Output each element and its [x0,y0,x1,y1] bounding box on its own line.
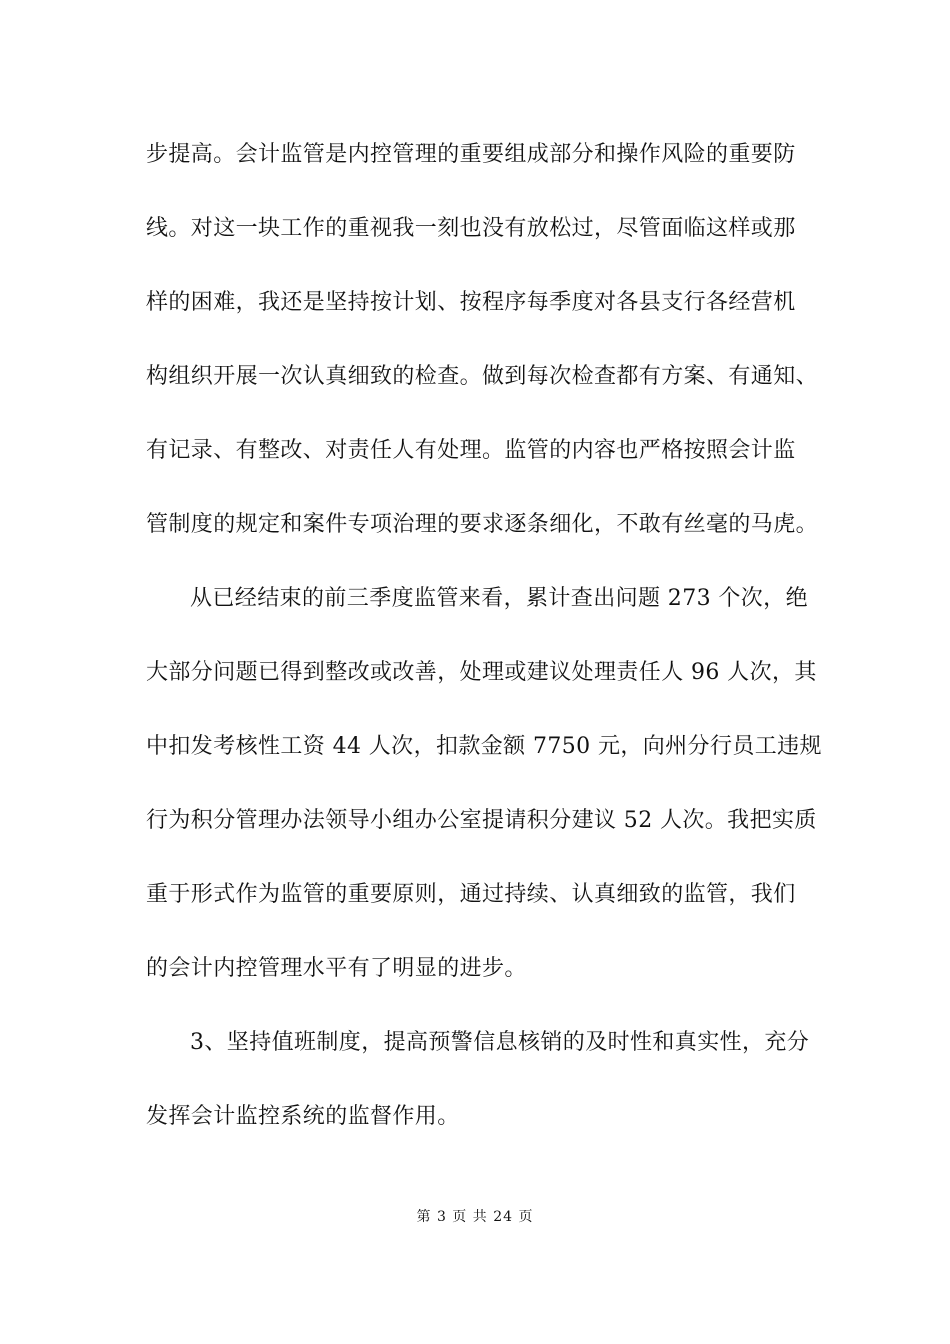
text-line: 从已经结束的前三季度监管来看，累计查出问题 273 个次，绝 [190,586,808,611]
text-line: 步提高。会计监管是内控管理的重要组成部分和操作风险的重要防 [146,142,796,167]
text-line: 有记录、有整改、对责任人有处理。监管的内容也严格按照会计监 [146,438,796,463]
text-line: 中扣发考核性工资 44 人次，扣款金额 7750 元，向州分行员工违规 [146,734,822,759]
text-line: 3、坚持值班制度，提高预警信息核销的及时性和真实性，充分 [190,1030,810,1055]
text-line: 线。对这一块工作的重视我一刻也没有放松过，尽管面临这样或那 [146,216,796,241]
text-line: 发挥会计监控系统的监督作用。 [146,1104,460,1129]
page-number: 第 3 页 共 24 页 [416,1209,534,1225]
text-line: 行为积分管理办法领导小组办公室提请积分建议 52 人次。我把实质 [146,808,817,833]
text-line: 构组织开展一次认真细致的检查。做到每次检查都有方案、有通知、 [146,364,819,389]
text-line: 样的困难，我还是坚持按计划、按程序每季度对各县支行各经营机 [146,290,796,315]
text-line: 管制度的规定和案件专项治理的要求逐条细化，不敢有丝毫的马虎。 [146,512,819,537]
text-line: 重于形式作为监管的重要原则，通过持续、认真细致的监管，我们 [146,882,796,907]
text-line: 大部分问题已得到整改或改善，处理或建议处理责任人 96 人次，其 [146,660,817,685]
text-line: 的会计内控管理水平有了明显的进步。 [146,956,527,981]
